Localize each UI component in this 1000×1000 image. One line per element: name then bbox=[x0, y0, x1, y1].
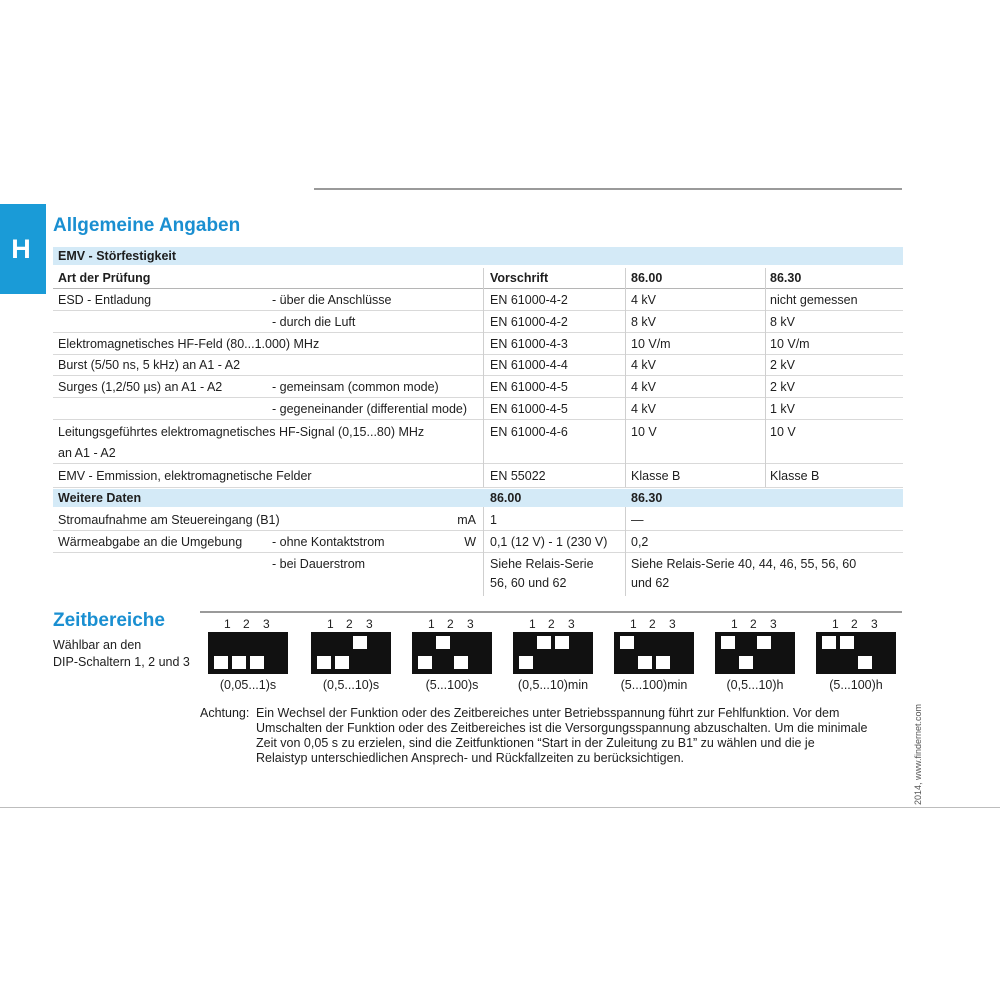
time-range-label: (5...100)s bbox=[425, 678, 479, 692]
zeitbereiche-rule bbox=[200, 611, 902, 613]
dip-switch-number: 3 bbox=[871, 617, 878, 631]
column-divider bbox=[625, 507, 626, 596]
dip-switch-key bbox=[656, 656, 670, 669]
emv-row-spec: EN 61000-4-2 bbox=[490, 293, 568, 307]
dip-switch-number: 2 bbox=[750, 617, 757, 631]
section-badge: H bbox=[0, 204, 46, 294]
dip-switch-key bbox=[739, 656, 753, 669]
weitere-row-86-00: Siehe Relais-Serie bbox=[490, 557, 594, 571]
weitere-row-label: Stromaufnahme am Steuereingang (B1) bbox=[58, 513, 280, 527]
emv-row-86-00: 4 kV bbox=[631, 402, 657, 416]
dip-switch-number: 3 bbox=[669, 617, 676, 631]
top-rule bbox=[314, 188, 902, 190]
emv-row-86-00: 4 kV bbox=[631, 358, 657, 372]
dip-switch-number: 1 bbox=[630, 617, 637, 631]
col-header-86-30: 86.30 bbox=[770, 271, 802, 285]
emv-row-spec: EN 61000-4-6 bbox=[490, 425, 568, 439]
emv-row-test: Elektromagnetisches HF-Feld (80...1.000) MHz bbox=[58, 337, 320, 351]
dip-switch-key bbox=[721, 636, 735, 649]
emv-row-spec: EN 61000-4-3 bbox=[490, 337, 568, 351]
emv-row-86-00: 10 V/m bbox=[631, 337, 671, 351]
emv-row-86-30: 2 kV bbox=[770, 380, 796, 394]
note-prefix: Achtung: bbox=[200, 706, 250, 720]
emv-header: EMV - Störfestigkeit bbox=[58, 249, 177, 263]
dip-switch-key bbox=[353, 636, 367, 649]
emv-row-spec: EN 61000-4-5 bbox=[490, 380, 568, 394]
row-divider bbox=[53, 397, 903, 398]
dip-switch-block bbox=[311, 617, 391, 674]
col-header-86-00: 86.00 bbox=[631, 271, 663, 285]
dip-switch-number: 1 bbox=[731, 617, 738, 631]
time-range-label: (0,5...10)s bbox=[322, 678, 380, 692]
side-credit bbox=[913, 695, 927, 805]
dip-switch-number: 2 bbox=[649, 617, 656, 631]
weitere-header: Weitere Daten bbox=[58, 491, 142, 505]
weitere-row-86-00: 1 bbox=[490, 513, 497, 527]
zeitbereiche-subtitle-1: Wählbar an den bbox=[53, 638, 142, 652]
dip-switch-number: 1 bbox=[529, 617, 536, 631]
page-title: Allgemeine Angaben bbox=[53, 215, 241, 236]
emv-row-86-30: 10 V/m bbox=[770, 337, 810, 351]
weitere-row-86-00: 0,1 (12 V) - 1 (230 V) bbox=[490, 535, 608, 549]
emv-row-subtest: - gemeinsam (common mode) bbox=[272, 380, 439, 394]
time-range-label: (0,05...1)s bbox=[219, 678, 277, 692]
row-divider bbox=[53, 463, 903, 464]
time-range-label: (0,5...10)min bbox=[517, 678, 589, 692]
zeitbereiche-subtitle-2: DIP-Schaltern 1, 2 und 3 bbox=[53, 655, 190, 669]
dip-switch-number: 2 bbox=[346, 617, 353, 631]
emv-row-spec: EN 61000-4-4 bbox=[490, 358, 568, 372]
emv-header-bar bbox=[53, 247, 903, 265]
emv-row-86-30: Klasse B bbox=[770, 469, 820, 483]
dip-switch-number: 2 bbox=[243, 617, 250, 631]
emv-row-spec: EN 61000-4-5 bbox=[490, 402, 568, 416]
dip-switch-block bbox=[208, 617, 288, 674]
weitere-row-label: Wärmeabgabe an die Umgebung bbox=[58, 535, 243, 549]
dip-switch-key bbox=[840, 636, 854, 649]
emv-row-86-30: 8 kV bbox=[770, 315, 796, 329]
weitere-row-86-30-cont: und 62 bbox=[631, 576, 670, 590]
dip-switch-key bbox=[858, 656, 872, 669]
dip-switch-key bbox=[620, 636, 634, 649]
dip-switch-key bbox=[555, 636, 569, 649]
note-line-1: Ein Wechsel der Funktion oder des Zeitbereiches unter Betriebsspannung führt zur Fehlfunktion. Vor dem bbox=[256, 706, 840, 720]
emv-row-86-00: 8 kV bbox=[631, 315, 657, 329]
emv-row-test: Leitungsgeführtes elektromagnetisches HF-Signal (0,15...80) MHz bbox=[58, 425, 425, 439]
emv-row-subtest: - durch die Luft bbox=[272, 315, 356, 329]
emv-row-86-30: 10 V bbox=[770, 425, 796, 439]
time-range-label: (5...100)h bbox=[829, 678, 883, 692]
note-line-3: Zeit von 0,05 s zu erzielen, sind die Zeitfunktionen “Start in der Zuleitung zu B1” zu wählen und die je bbox=[256, 736, 815, 750]
col-header-test: Art der Prüfung bbox=[58, 271, 151, 285]
dip-switch-key bbox=[822, 636, 836, 649]
zeitbereiche-title: Zeitbereiche bbox=[53, 610, 165, 631]
dip-switch-key bbox=[250, 656, 264, 669]
dip-switch-number: 3 bbox=[366, 617, 373, 631]
weitere-row-sublabel: - ohne Kontaktstrom bbox=[272, 535, 385, 549]
weitere-row-86-30: — bbox=[631, 513, 644, 527]
emv-row-test: EMV - Emmission, elektromagnetische Felder bbox=[58, 469, 312, 483]
dip-switch-key bbox=[537, 636, 551, 649]
dip-switch-number: 3 bbox=[263, 617, 270, 631]
dip-switch-block bbox=[816, 617, 896, 674]
emv-row-spec: EN 55022 bbox=[490, 469, 546, 483]
dip-switch-key bbox=[317, 656, 331, 669]
weitere-row-unit: mA bbox=[457, 513, 476, 527]
weitere-row-86-30: 0,2 bbox=[631, 535, 649, 549]
dip-switch-number: 1 bbox=[327, 617, 334, 631]
header-divider bbox=[53, 288, 903, 289]
row-divider bbox=[53, 354, 903, 355]
dip-switch-number: 2 bbox=[851, 617, 858, 631]
dip-switch-key bbox=[335, 656, 349, 669]
weitere-col-86-30: 86.30 bbox=[631, 491, 663, 505]
dip-switch-number: 1 bbox=[428, 617, 435, 631]
weitere-row-86-30: Siehe Relais-Serie 40, 44, 46, 55, 56, 60 bbox=[631, 557, 857, 571]
row-divider bbox=[53, 487, 903, 488]
row-divider bbox=[53, 375, 903, 376]
row-divider bbox=[53, 310, 903, 311]
emv-row-subtest: - gegeneinander (differential mode) bbox=[272, 402, 468, 416]
weitere-row-unit: W bbox=[464, 535, 476, 549]
note-line-4: Relaistyp unterschiedlichen Ansprech- und Rückfallzeiten zu berücksichtigen. bbox=[256, 751, 685, 765]
dip-switch-key bbox=[436, 636, 450, 649]
time-range-label: (5...100)min bbox=[620, 678, 688, 692]
bottom-rule bbox=[0, 807, 1000, 808]
dip-switch-key bbox=[519, 656, 533, 669]
row-divider bbox=[53, 419, 903, 420]
weitere-col-86-00: 86.00 bbox=[490, 491, 522, 505]
dip-switch-number: 1 bbox=[224, 617, 231, 631]
side-credit-text: 2014, www.findernet.com bbox=[913, 703, 923, 805]
dip-switch-key bbox=[418, 656, 432, 669]
emv-row-test-cont: an A1 - A2 bbox=[58, 446, 116, 460]
dip-switch-block bbox=[412, 617, 492, 674]
weitere-header-bar bbox=[53, 489, 903, 507]
column-divider bbox=[625, 268, 626, 487]
emv-row-test: Surges (1,2/50 µs) an A1 - A2 bbox=[58, 380, 223, 394]
weitere-row-sublabel: - bei Dauerstrom bbox=[272, 557, 366, 571]
dip-switch-number: 3 bbox=[568, 617, 575, 631]
weitere-row-86-00-cont: 56, 60 und 62 bbox=[490, 576, 567, 590]
dip-switch-key bbox=[214, 656, 228, 669]
emv-row-86-00: Klasse B bbox=[631, 469, 681, 483]
dip-switch-number: 2 bbox=[447, 617, 454, 631]
dip-switch-key bbox=[757, 636, 771, 649]
row-divider bbox=[53, 530, 903, 531]
emv-row-subtest: - über die Anschlüsse bbox=[272, 293, 392, 307]
emv-row-86-30: nicht gemessen bbox=[770, 293, 858, 307]
column-divider bbox=[765, 268, 766, 487]
dip-switch-block bbox=[715, 617, 795, 674]
time-range-label: (0,5...10)h bbox=[726, 678, 784, 692]
emv-row-86-00: 4 kV bbox=[631, 380, 657, 394]
dip-switch-key bbox=[454, 656, 468, 669]
emv-row-spec: EN 61000-4-2 bbox=[490, 315, 568, 329]
dip-switch-block bbox=[614, 617, 694, 674]
column-divider bbox=[483, 268, 484, 487]
dip-switch-number: 2 bbox=[548, 617, 555, 631]
emv-row-test: Burst (5/50 ns, 5 kHz) an A1 - A2 bbox=[58, 358, 241, 372]
emv-row-86-30: 2 kV bbox=[770, 358, 796, 372]
dip-switch-number: 3 bbox=[770, 617, 777, 631]
note-line-2: Umschalten der Funktion oder des Zeitbereiches ist die Versorgungsspannung abzuschalten. Um die minimale bbox=[256, 721, 868, 735]
col-header-spec: Vorschrift bbox=[490, 271, 549, 285]
row-divider bbox=[53, 332, 903, 333]
emv-row-86-30: 1 kV bbox=[770, 402, 796, 416]
dip-switch-number: 3 bbox=[467, 617, 474, 631]
emv-row-86-00: 4 kV bbox=[631, 293, 657, 307]
column-divider bbox=[483, 507, 484, 596]
row-divider bbox=[53, 552, 903, 553]
dip-switch-number: 1 bbox=[832, 617, 839, 631]
emv-row-86-00: 10 V bbox=[631, 425, 657, 439]
emv-row-test: ESD - Entladung bbox=[58, 293, 152, 307]
dip-switch-block bbox=[513, 617, 593, 674]
dip-switch-key bbox=[638, 656, 652, 669]
dip-switch-key bbox=[232, 656, 246, 669]
